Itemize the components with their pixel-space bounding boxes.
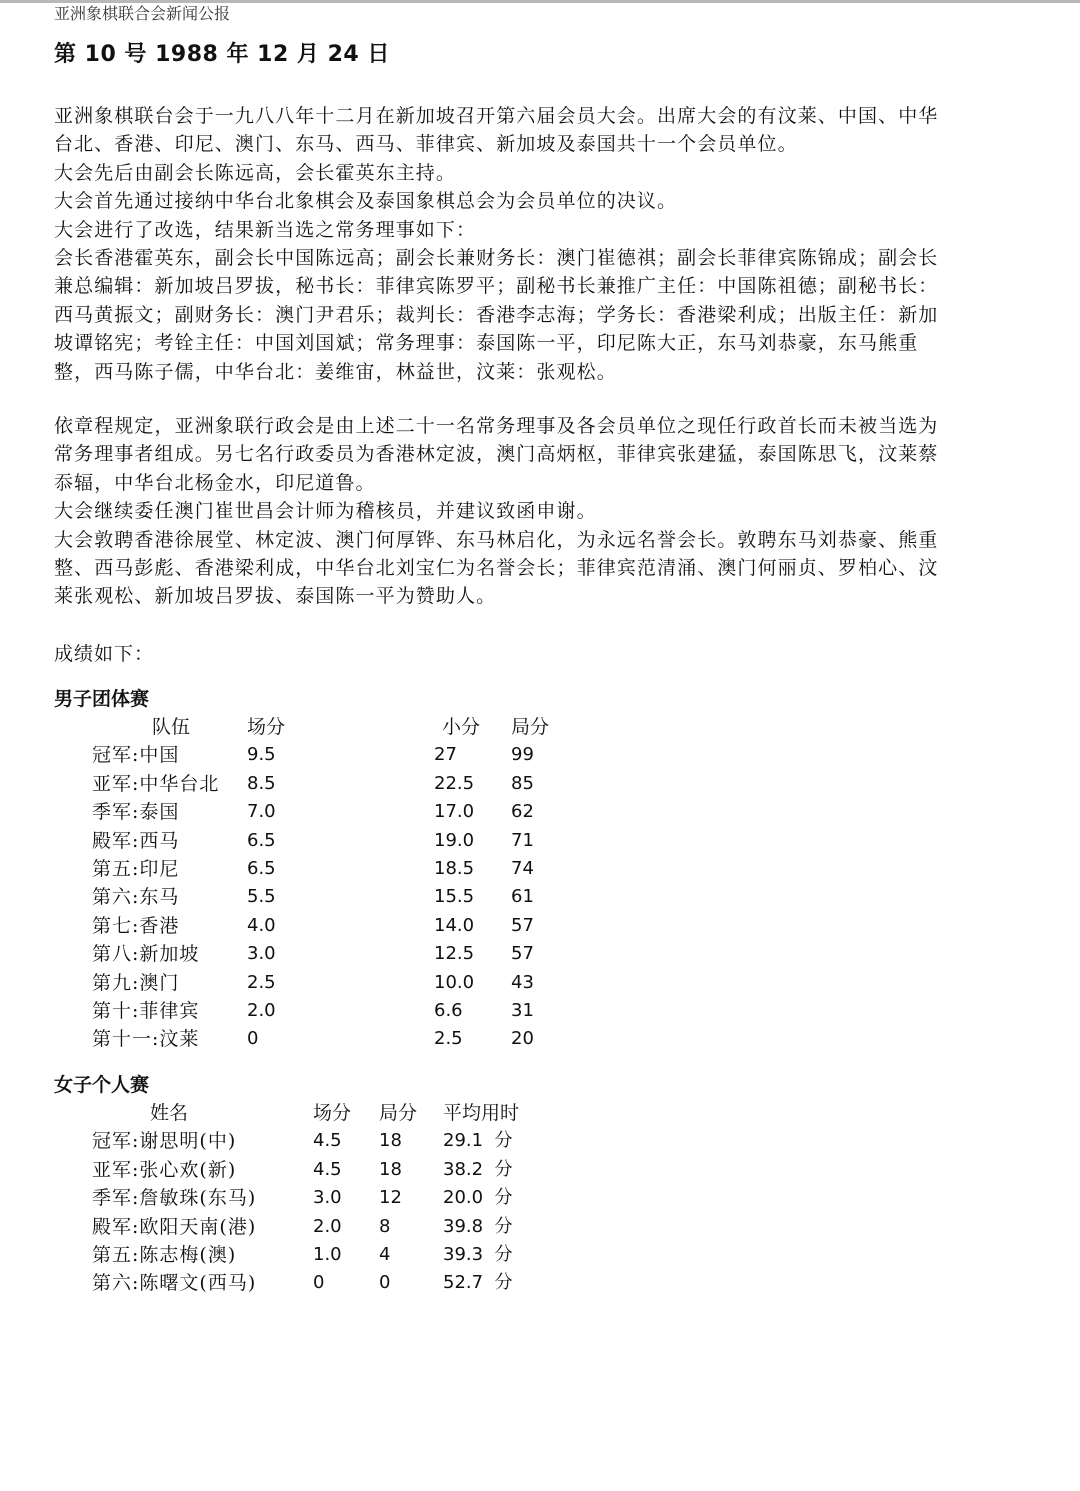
match-points: 1.0 [313,1244,342,1266]
match-points: 7.0 [247,801,276,823]
table-row [92,1241,583,1269]
player-cell [92,1241,313,1269]
game-points: 27 [434,744,457,766]
rank-label: 殿军: [92,1215,140,1238]
paragraph-line: 大会首先通过接纳中华台北象棋会及泰国象棋总会为会员单位的决议。 [54,190,678,213]
match-points: 5.5 [247,886,276,908]
table-row [92,741,571,769]
team-cell [92,827,247,855]
match-points: 0 [313,1272,325,1294]
column-header-match-points: 场分 [313,1102,352,1124]
match-points: 3.0 [313,1187,342,1209]
player-name: 陈曙文(西马) [139,1272,257,1295]
paragraph-line: 兼总编辑：新加坡吕罗拔，秘书长：菲律宾陈罗平；副秘书长兼推广主任：中国陈祖德；副秘书长： [54,275,939,298]
player-cell [92,1213,313,1241]
rank-label: 冠军: [92,744,140,767]
team-cell [92,912,247,940]
women-individual-table [92,1099,583,1298]
rank-label: 第六: [92,886,140,909]
column-header-average-time: 平均用时 [443,1102,520,1124]
table-row [92,997,571,1025]
team-name: 印尼 [139,858,180,881]
table-row [92,1025,571,1053]
average-time: 39.8 分 [443,1215,513,1237]
rank-label: 第六: [92,1272,140,1295]
board-points: 61 [511,886,534,908]
game-points: 18.5 [434,858,475,880]
average-time: 29.1 分 [443,1130,513,1152]
match-points: 6.5 [247,858,276,880]
rank-label: 季军: [92,801,140,824]
team-cell [92,855,247,883]
player-cell [92,1184,313,1212]
team-cell [92,1025,247,1053]
game-points: 17.0 [434,801,475,823]
team-name: 西马 [139,829,180,852]
rank-label: 冠军: [92,1130,140,1153]
board-points: 18 [379,1158,402,1180]
rank-label: 季军: [92,1187,140,1210]
team-name: 新加坡 [139,943,200,966]
board-points: 0 [379,1272,391,1294]
team-cell [92,883,247,911]
average-time: 39.3 分 [443,1244,513,1266]
column-header-game-points: 小分 [442,716,481,738]
player-name: 张心欢(新) [139,1158,237,1181]
table-row [92,827,571,855]
average-time: 52.7 分 [443,1272,513,1294]
rank-label: 第十: [92,1000,140,1023]
paragraph-line: 忝辐，中华台北杨金水，印尼道鲁。 [54,471,376,494]
paragraph-assembly [54,102,1026,386]
match-points: 0 [247,1028,259,1050]
game-points: 15.5 [434,886,475,908]
table-header-row [92,1099,583,1127]
board-points: 85 [511,772,534,794]
player-name: 詹敏珠(东马) [139,1187,257,1210]
top-rule [0,0,1080,3]
board-points: 20 [511,1028,534,1050]
game-points: 12.5 [434,943,475,965]
table-row [92,1127,583,1155]
paragraph-line: 大会继续委任澳门崔世昌会计师为稽核员，并建议致函申谢。 [54,500,597,523]
match-points: 2.5 [247,971,276,993]
paragraph-line: 台北、香港、印尼、澳门、东马、西马、菲律宾、新加坡及泰国共十一个会员单位。 [54,133,798,156]
board-points: 62 [511,801,534,823]
player-cell [92,1269,313,1297]
paragraph-executive [54,412,1026,611]
game-points: 22.5 [434,772,475,794]
paragraph-line: 常务理事者组成。另七名行政委员为香港林定波，澳门高炳枢，菲律宾张建猛，泰国陈思飞，汶莱蔡 [54,443,939,466]
rank-label: 殿军: [92,829,140,852]
board-points: 31 [511,1000,534,1022]
results-intro: 成绩如下： [54,643,155,665]
table-header-row [92,713,571,741]
board-points: 8 [379,1215,391,1237]
match-points: 4.0 [247,914,276,936]
match-points: 9.5 [247,744,276,766]
paragraph-line: 坡谭铭宪；考铨主任：中国刘国斌；常务理事：泰国陈一平，印尼陈大正，东马刘恭豪，东马熊重 [54,332,919,355]
table-row [92,883,571,911]
column-header-board-points: 局分 [511,716,550,738]
team-name: 澳门 [139,971,180,994]
paragraph-line: 会长香港霍英东，副会长中国陈远高；副会长兼财务长：澳门崔德祺；副会长菲律宾陈锦成；副会长 [54,247,939,270]
game-points: 19.0 [434,829,475,851]
match-points: 6.5 [247,829,276,851]
board-points: 71 [511,829,534,851]
table-row [92,770,571,798]
team-cell [92,997,247,1025]
paragraph-line: 莱张观松、新加坡吕罗拔、泰国陈一平为赞助人。 [54,585,497,608]
rank-label: 亚军: [92,772,140,795]
team-name: 泰国 [139,801,180,824]
board-points: 4 [379,1244,391,1266]
team-name: 菲律宾 [139,1000,200,1023]
table-row [92,1184,583,1212]
rank-label: 第五: [92,858,140,881]
table-row [92,1269,583,1297]
game-points: 6.6 [434,1000,463,1022]
match-points: 2.0 [313,1215,342,1237]
board-points: 74 [511,858,534,880]
board-points: 57 [511,943,534,965]
team-cell [92,770,247,798]
game-points: 2.5 [434,1028,463,1050]
women-individual-heading: 女子个人赛 [54,1074,150,1096]
column-header-match-points: 场分 [247,716,286,738]
board-points: 43 [511,971,534,993]
table-row [92,969,571,997]
average-time: 20.0 分 [443,1187,513,1209]
board-points: 57 [511,914,534,936]
column-header-board-points: 局分 [379,1102,418,1124]
paragraph-line: 大会进行了改选，结果新当选之常务理事如下： [54,218,477,241]
paragraph-line: 西马黄振文；副财务长：澳门尹君乐；裁判长：香港李志海；学务长：香港梁利成；出版主任：新加 [54,303,939,326]
team-name: 中华台北 [139,772,220,795]
publication-name: 亚洲象棋联合会新闻公报 [54,4,231,23]
men-team-table [92,713,571,1054]
team-name: 东马 [139,886,180,909]
table-row [92,1156,583,1184]
team-cell [92,741,247,769]
table-row [92,940,571,968]
average-time: 38.2 分 [443,1158,513,1180]
match-points: 8.5 [247,772,276,794]
match-points: 4.5 [313,1158,342,1180]
match-points: 2.0 [247,1000,276,1022]
game-points: 10.0 [434,971,475,993]
table-row [92,912,571,940]
rank-label: 第十一: [92,1028,160,1051]
team-name: 中国 [139,744,180,767]
board-points: 12 [379,1187,402,1209]
player-name: 欧阳天南(港) [139,1215,257,1238]
table-row [92,798,571,826]
rank-label: 第八: [92,943,140,966]
board-points: 99 [511,744,534,766]
player-cell [92,1127,313,1155]
table-row [92,1213,583,1241]
rank-label: 第七: [92,914,140,937]
team-name: 香港 [139,914,180,937]
paragraph-line: 亚洲象棋联台会于一九八八年十二月在新加坡召开第六届会员大会。出席大会的有汶莱、中国、中华 [54,105,939,127]
rank-label: 亚军: [92,1158,140,1181]
team-cell [92,940,247,968]
team-cell [92,969,247,997]
column-header-team: 队伍 [152,716,191,738]
rank-label: 第九: [92,971,140,994]
match-points: 3.0 [247,943,276,965]
column-header-name: 姓名 [150,1102,189,1124]
board-points: 18 [379,1130,402,1152]
player-name: 谢思明(中) [139,1130,237,1153]
player-name: 陈志梅(澳) [139,1244,237,1267]
game-points: 14.0 [434,914,475,936]
issue-title: 第 10 号 1988 年 12 月 24 日 [54,42,390,67]
paragraph-line: 依章程规定，亚洲象联行政会是由上述二十一名常务理事及各会员单位之现任行政首长而未被当选为 [54,415,939,437]
player-cell [92,1156,313,1184]
paragraph-line: 大会先后由副会长陈远高，会长霍英东主持。 [54,161,457,184]
match-points: 4.5 [313,1130,342,1152]
paragraph-line: 整，西马陈子儒，中华台北：姜维宙，林益世，汶莱：张观松。 [54,360,617,383]
rank-label: 第五: [92,1244,140,1267]
men-team-heading: 男子团体赛 [54,688,150,710]
paragraph-line: 大会敦聘香港徐展堂、林定波、澳门何厚铧、东马林启化，为永远名誉会长。敦聘东马刘恭豪、熊重 [54,528,939,551]
paragraph-line: 整、西马彭彪、香港梁利成，中华台北刘宝仁为名誉会长；菲律宾范清涌、澳门何丽贞、罗柏心、汶 [54,557,939,580]
table-row [92,855,571,883]
team-cell [92,798,247,826]
team-name: 汶莱 [159,1028,200,1051]
